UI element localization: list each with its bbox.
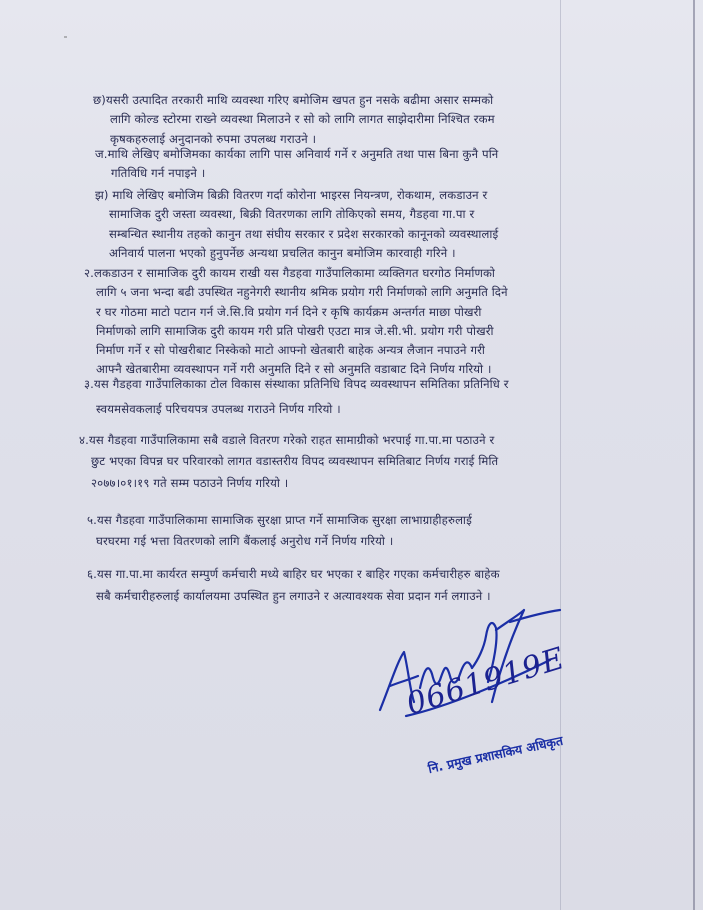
text-line: लागि ५ जना भन्दा बढी उपस्थित नहुनेगरी स्थानीय श्रमिक प्रयोग गरी निर्माणको लागि अनुमति दिने (96, 285, 508, 300)
text-line: सबै कर्मचारीहरुलाई कार्यालयमा उपस्थित हुन लगाउने र अत्यावश्यक सेवा प्रदान गर्न लगाउने । (96, 589, 491, 604)
text-line: गतिविधि गर्न नपाइने । (111, 166, 206, 181)
text-line: ६.यस गा.पा.मा कार्यरत सम्पुर्ण कर्मचारी मध्ये बाहिर घर भएका र बाहिर गएका कर्मचारीहरु बाहेक (87, 567, 500, 581)
text-line: ३.यस गैडहवा गाउँपालिकाका टोल विकास संस्थाका प्रतिनिधि विपद व्यवस्थापन समितिका प्रतिनिधि र (84, 377, 509, 391)
text-line: र घर गोठमा माटो पटान गर्न जे.सि.वि प्रयोग गर्न दिने र कृषि कार्यक्रम अन्तर्गत माछा पोखरी (96, 304, 482, 319)
page-fold (560, 0, 561, 910)
text-line: घरघरमा गई भत्ता वितरणको लागि बैंकलाई अनुरोध गर्ने निर्णय गरियो । (96, 534, 394, 549)
text-line: सामाजिक दुरी जस्ता व्यवस्था, बिक्री वितरणका लागि तोकिएको समय, गैडहवा गा.पा र (109, 207, 475, 222)
paragraph-2 (84, 264, 508, 380)
signature-date: 0661919E (402, 640, 570, 723)
text-line: निर्माण गर्ने र सो पोखरीबाट निस्केको माटो आफ्नो खेतबारी बाहेक अन्यत्र लैजान नपाउने गरी (96, 343, 486, 358)
text-line: कृषकहरुलाई अनुदानको रुपमा उपलब्ध गराउने । (110, 131, 317, 146)
speck (64, 36, 67, 38)
text-line: अनिवार्य पालना भएको हुनुपर्नेछ अन्यथा प्रचलित कानुन बमोजिम कारवाही गरिने । (109, 245, 456, 260)
text-line: ४.यस गैडहवा गाउँपालिकामा सबै वडाले वितरण गरेको राहत सामाग्रीको भरपाई गा.पा.मा पठाउने र (79, 433, 495, 447)
paragraph-5 (87, 511, 472, 552)
paragraph-4 (79, 431, 498, 493)
paragraph-cha (93, 91, 495, 149)
paragraph-ja (95, 145, 498, 184)
text-line: छुट भएका विपन्न घर परिवारको लागत वडास्तरीय विपद व्यवस्थापन समितिबाट निर्णय गराई मिति (91, 454, 499, 469)
text-line: लागि कोल्ड स्टोरमा राख्ने व्यवस्था मिलाउने र सो को लागि लागत साझेदारीमा निश्चित रकम (110, 112, 495, 127)
text-line: आफ्नै खेतबारीमा व्यवस्थापन गर्ने गरी अनुमति दिने र सो अनुमति वडाबाट दिने निर्णय गरियो । (96, 362, 492, 377)
text-line: निर्माणको लागि सामाजिक दुरी कायम गरी प्रति पोखरी एउटा मात्र जे.सी.भी. प्रयोग गरी पोखरी (96, 323, 494, 338)
text-line: ५.यस गैडहवा गाउँपालिकामा सामाजिक सुरक्षा प्राप्त गर्ने सामाजिक सुरक्षा लाभाग्राहीहरुलाई (87, 513, 472, 527)
paragraph-jha (95, 186, 498, 263)
text-line: सम्बन्धित स्थानीय तहको कानुन तथा संघीय सरकार र प्रदेश सरकारको कानूनको व्यवस्थालाई (109, 226, 499, 241)
page-edge (693, 0, 695, 910)
text-line: झ) माथि लेखिए बमोजिम बिक्री वितरण गर्दा कोरोना भाइरस नियन्त्रण, रोकथाम, लकडाउन र (95, 188, 488, 202)
signatory-title: नि. प्रमुख प्रशासकिय अधिकृत (426, 732, 565, 777)
text-line: २०७७।०१।१९ गते सम्म पठाउने निर्णय गरियो । (91, 475, 289, 490)
paragraph-3 (84, 375, 509, 420)
text-line: स्वयमसेवकलाई परिचयपत्र उपलब्ध गराउने निर्णय गरियो । (96, 402, 341, 417)
text-line: २.लकडाउन र सामाजिक दुरी कायम राखी यस गैडहवा गाउँपालिकामा व्यक्तिगत घरगोठ निर्माणको (84, 266, 496, 280)
text-line: ज.माथि लेखिए बमोजिमका कार्यका लागि पास अनिवार्य गर्ने र अनुमति तथा पास बिना कुनै पनि (95, 147, 499, 161)
text-line: छ)यसरी उत्पादित तरकारी माथि व्यवस्था गरिए बमोजिम खपत हुन नसके बढीमा असार सम्मको (93, 93, 494, 107)
